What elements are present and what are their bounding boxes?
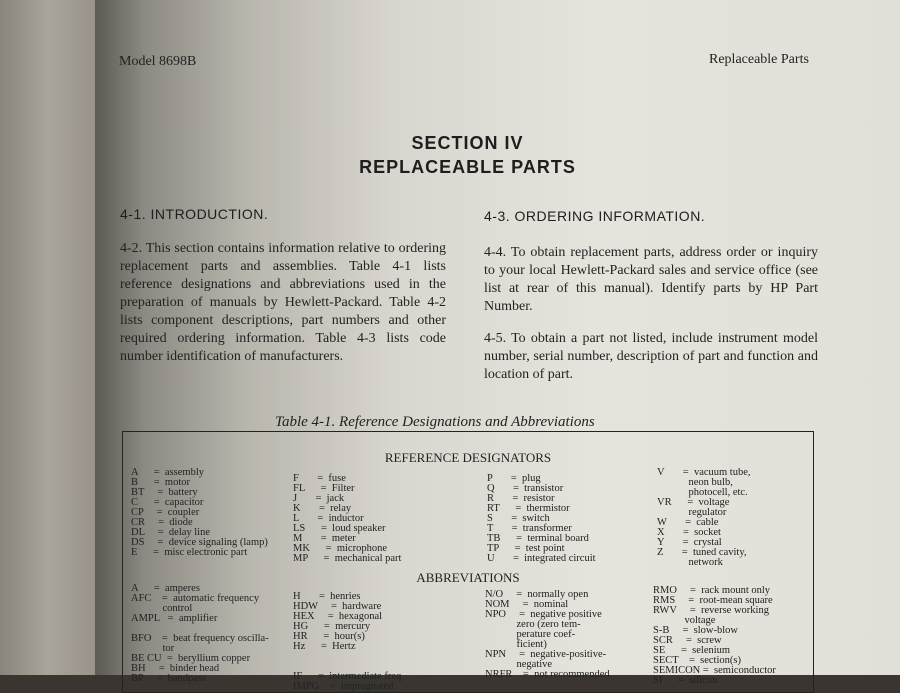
header-section: Replaceable Parts <box>709 52 809 67</box>
abbreviations-col-2: H = henries HDW = hardware HEX = hexagonal HG = mercury HR = hour(s) Hz = Hertz IF = intermediate freq IMPG = impregnated <box>293 591 402 692</box>
ref-designators-col-2: F = fuse FL = Filter J = jack K = relay L = inductor LS = loud speaker M = meter MK = microphone MP = mechanical part <box>293 473 402 564</box>
reference-table <box>122 431 814 693</box>
ref-designators-col-4: V = vacuum tube, neon bulb, photocell, etc. VR = voltage regulator W = cable X = socket Y = crystal Z = tuned cavity, network <box>657 467 751 568</box>
abbreviations-col-3: N/O = normally open NOM = nominal NPO = negative positive zero (zero tem- perature coef- ficient) NPN = negative-positive- negative NRFR = not recommended <box>485 589 610 680</box>
table-caption: Table 4-1. Reference Designations and Abbreviations <box>275 414 595 430</box>
section-number: SECTION IV <box>411 133 524 153</box>
abbreviations-heading: ABBREVIATIONS <box>416 570 520 585</box>
abbreviations-col-4: RMO = rack mount only RMS = root-mean square RWV = reverse working voltage S-B = slow-blow SCR = screw SE = selenium SECT = section(s) SEMICON = semiconductor SI = silicon <box>653 585 776 686</box>
introduction-heading: 4-1. INTRODUCTION. <box>120 206 269 222</box>
abbreviations-col-1: A = amperes AFC = automatic frequency control AMPL = amplifier BFO = beat frequency oscilla- tor BE CU = beryllium copper BH = binder head BP = bandpass <box>131 583 269 684</box>
ordering-heading: 4-3. ORDERING INFORMATION. <box>484 208 706 224</box>
ordering-paragraph-1: 4-4. To obtain replacement parts, address order or inquiry to your local Hewlett-Packard sales and service office (see list at rear of this manual). Identify parts by HP Part Number. <box>484 245 818 314</box>
ref-designators-col-3: P = plug Q = transistor R = resistor RT = thermistor S = switch T = transformer TB = terminal board TP = test point U = integrated circuit <box>487 473 596 564</box>
ref-designators-col-1: A = assembly B = motor BT = battery C = capacitor CP = coupler CR = diode DL = delay line DS = device signaling (lamp) E = misc electronic part <box>131 467 268 558</box>
manual-page <box>95 0 900 692</box>
section-title: REPLACEABLE PARTS <box>359 157 576 177</box>
ordering-paragraph-2: 4-5. To obtain a part not listed, include instrument model number, serial number, description of part and function and location of part. <box>484 331 818 382</box>
header-model: Model 8698B <box>119 54 197 69</box>
introduction-paragraph: 4-2. This section contains information relative to ordering replacement parts and assemblies. Table 4-1 lists reference designations and abbreviations used in the preparation of manuals by Hewlett-Packard. Table 4-2 lists component descriptions, part numbers and other required ordering information. Table 4-3 lists code number identification of manufacturers. <box>120 241 446 364</box>
reference-designators-heading: REFERENCE DESIGNATORS <box>384 450 552 465</box>
